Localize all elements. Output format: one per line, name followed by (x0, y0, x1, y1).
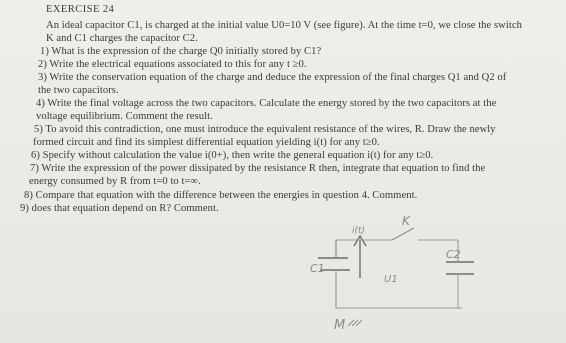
question-4-cont: voltage equilibrium. Comment the result. (36, 111, 213, 122)
text-line-2: K and C1 charges the capacitor C2. (46, 33, 198, 44)
question-5-cont: formed circuit and find its simplest differential equation yielding i(t) for any t≥0. (33, 137, 380, 148)
question-6: 6) Specify without calculation the value i(0+), then write the general equation i(t) for any t≥0. (31, 150, 434, 161)
switch-blade (392, 228, 414, 240)
c1-label: C1 (310, 262, 325, 275)
switch-label: K (402, 214, 410, 228)
question-7: 7) Write the expression of the power dissipated by the resistance R then, integrate that equation to find the (30, 163, 486, 174)
question-7-cont: energy consumed by R from t=0 to t=∞. (29, 176, 201, 187)
question-1: 1) What is the expression of the charge Q0 initially stored by C1? (40, 46, 322, 57)
question-3-cont: the two capacitors. (38, 85, 119, 96)
current-label: i(t) (352, 226, 366, 236)
u1-label: U1 (384, 274, 398, 285)
question-2: 2) Write the electrical equations associated to this for any t ≥0. (38, 59, 307, 70)
question-5: 5) To avoid this contradiction, one must introduce the equivalent resistance of the wires, R. Draw the newly (34, 124, 496, 135)
text-line-1: An ideal capacitor C1, is charged at the initial value U0=10 V (see figure). At the time t=0, we close the switch (46, 20, 522, 31)
question-3: 3) Write the conservation equation of the charge and deduce the expression of the final charges Q1 and Q2 of (38, 72, 507, 83)
question-9: 9) does that equation depend on R? Comment. (20, 203, 219, 214)
ground-marks (348, 320, 362, 326)
question-8: 8) Compare that equation with the difference between the energies in question 4. Comment. (24, 190, 418, 201)
c2-label: C2 (446, 248, 461, 261)
bottom-node-label: M (334, 318, 346, 333)
exercise-title: EXERCISE 24 (46, 4, 115, 15)
question-4: 4) Write the final voltage across the two capacitors. Calculate the energy stored by the two capacitors at the (36, 98, 497, 109)
